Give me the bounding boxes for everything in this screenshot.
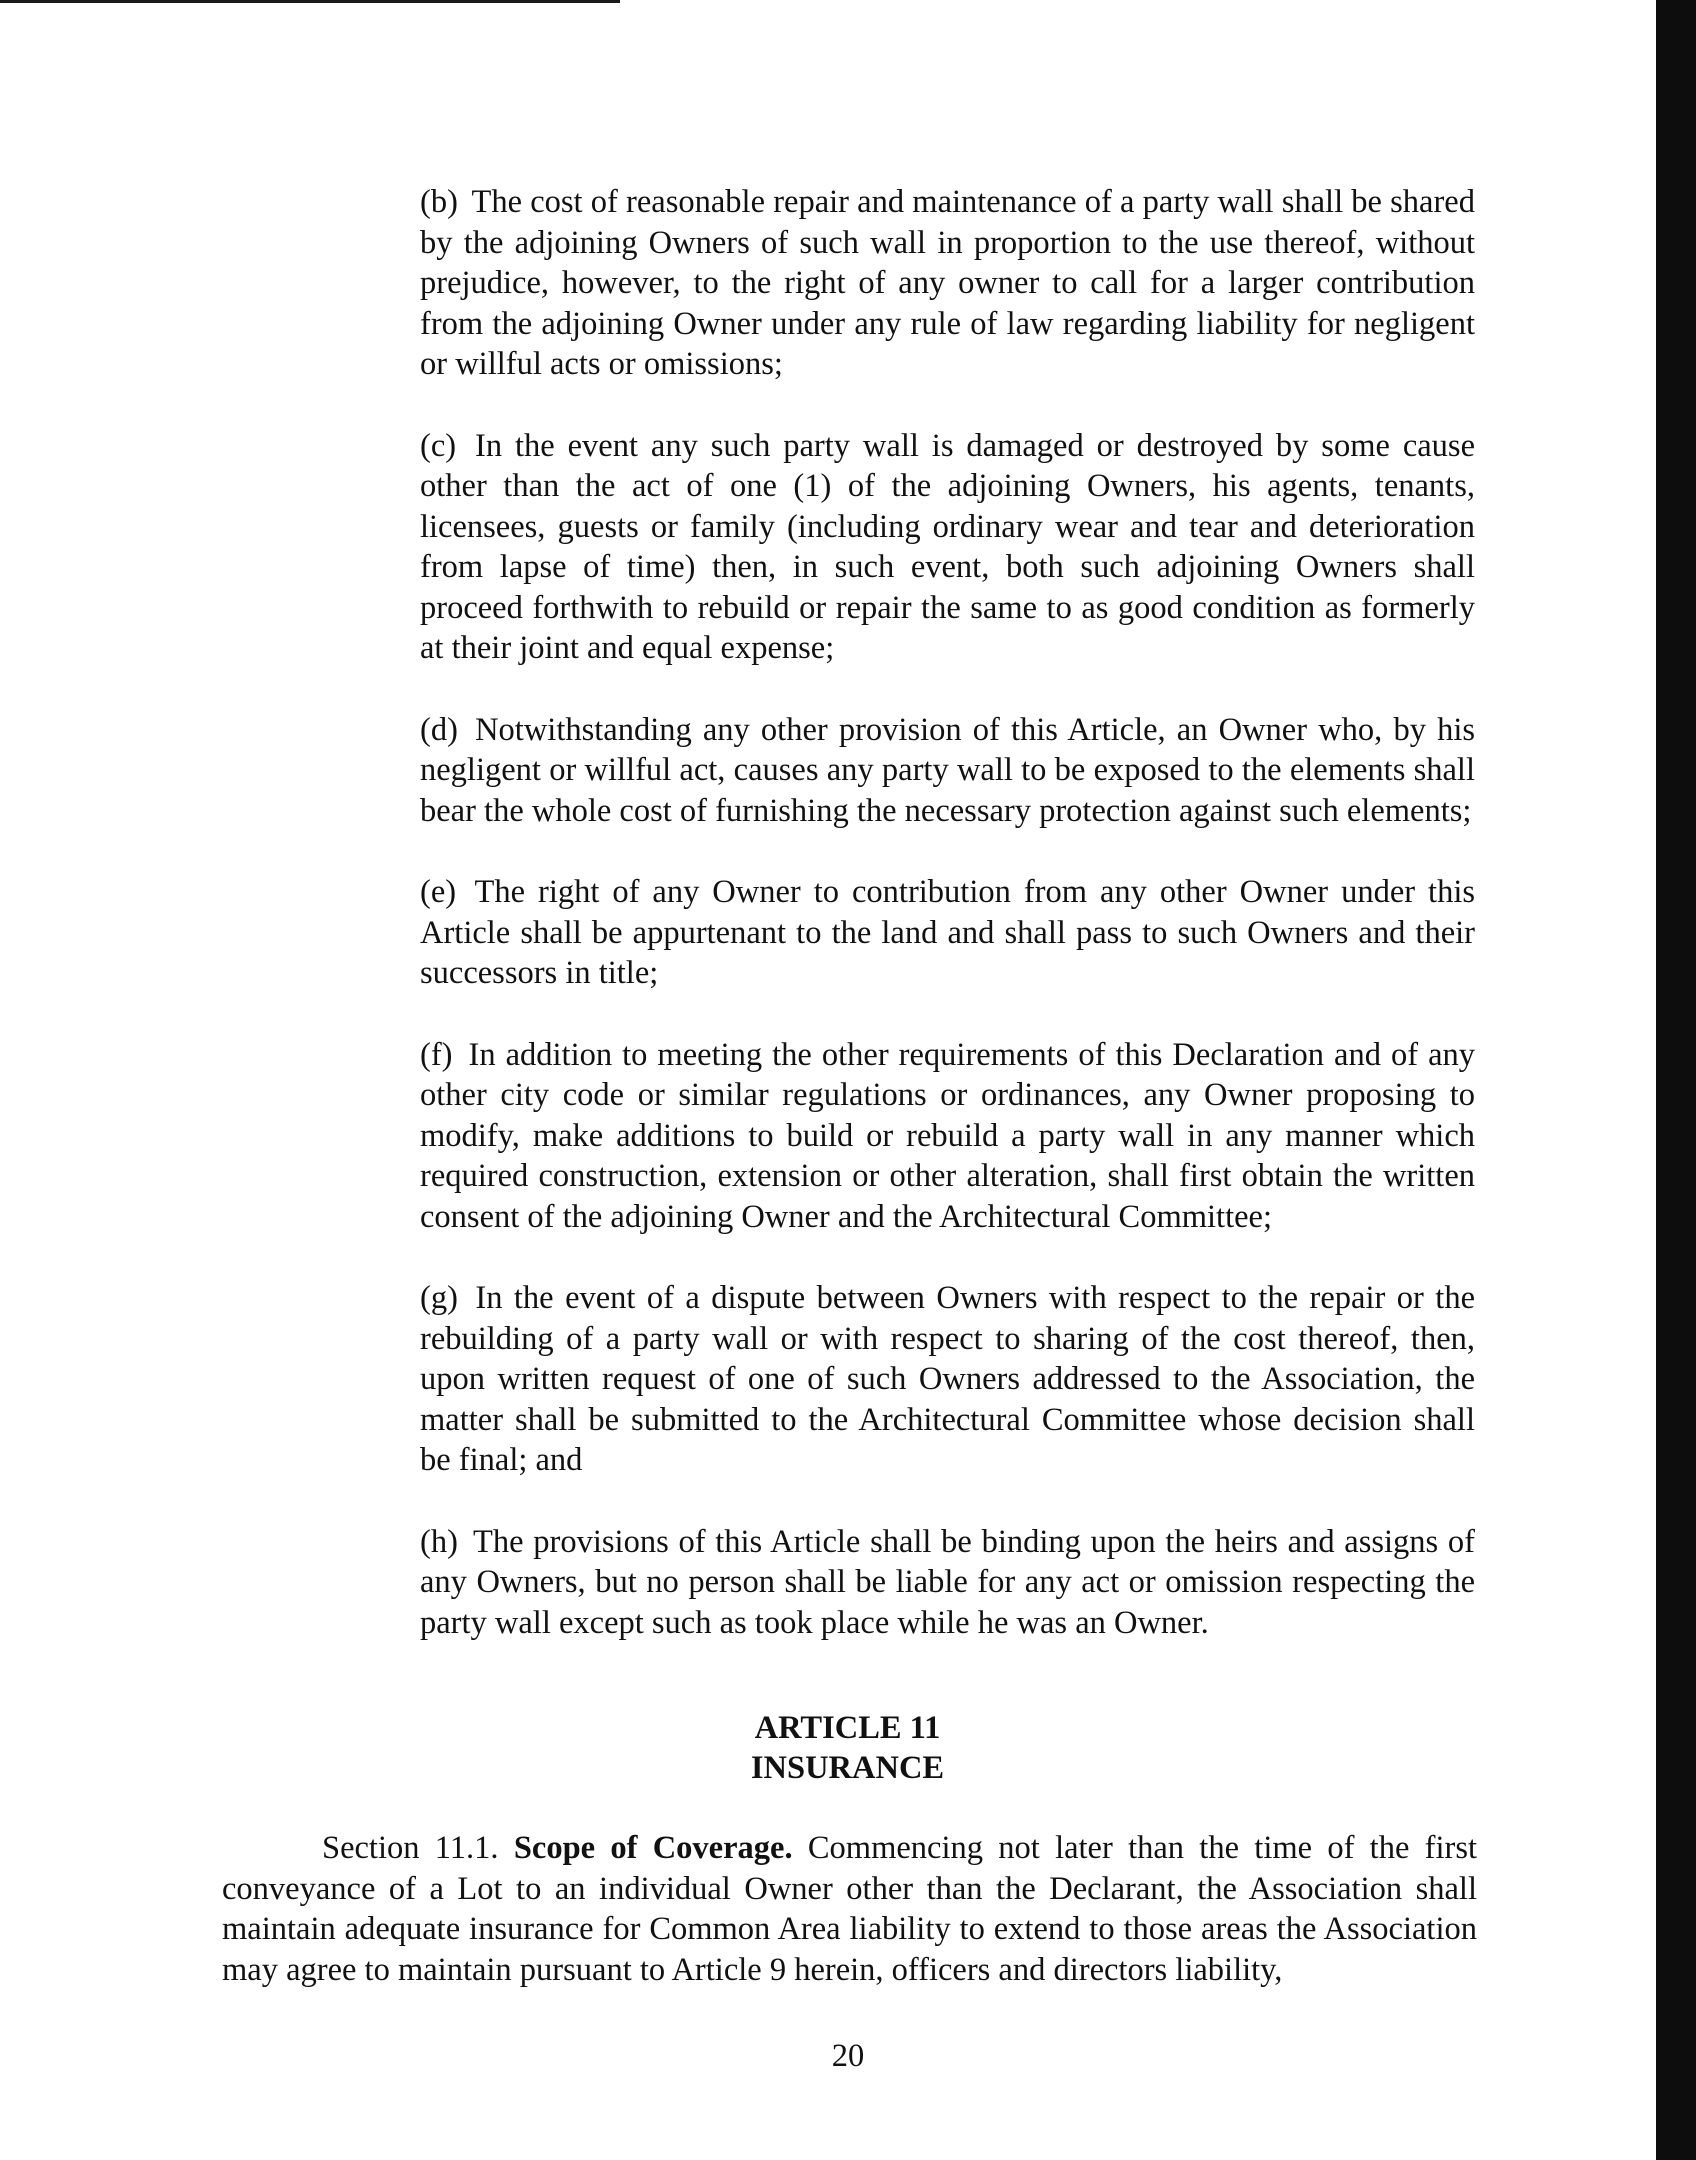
scan-right-edge-shadow [1656,0,1696,2160]
subsection-marker: (d) [420,711,458,748]
subsection-text: In the event of a dispute between Owners with respect to the repair or the rebuilding of a party wall or with respect to sharing of the cost thereof, then, upon written request of one of such Owners addressed to the Association, the matter shall be submitted to the Architectural Committee whose decision shall be final; and [420,1280,1476,1478]
subsection-c [420,426,1475,669]
subsection-marker: (c) [420,427,457,464]
subsection-marker: (f) [420,1036,453,1073]
subsection-text: In the event any such party wall is damaged or destroyed by some cause other than the act of one (1) of the adjoining Owners, his agents, tenants, licensees, guests or family (including ordinary wear and tear and deterioration from lapse of time) then, in such event, both such adjoining Owners shall proceed forthwith to rebuild or repair the same to as good condition as formerly at their joint and equal expense; [420,427,1475,666]
subsection-list [420,182,1475,1684]
section-text: Commencing not later than the time of the first conveyance of a Lot to an individual Owner other than the Declarant, the Association shall maintain adequate insurance for Common Area liability to extend to those areas the Association may agree to maintain pursuant to Article 9 herein, officers and directors liability, [222,1830,1478,1988]
subsection-f [420,1035,1475,1238]
article-number: ARTICLE 11 [754,1710,941,1746]
subsection-marker: (h) [420,1523,458,1560]
subsection-marker: (g) [420,1280,458,1316]
subsection-d [420,710,1475,832]
subsection-h [420,1522,1475,1644]
article-title: INSURANCE [750,1750,945,1786]
scan-top-edge-line [0,0,620,3]
subsection-text: The right of any Owner to contribution from any other Owner under this Article shall be appurtenant to the land and shall pass to such Owners and their successors in title; [420,874,1476,991]
page-number-value: 20 [831,2038,865,2074]
subsection-marker: (e) [420,874,457,910]
subsection-g [420,1278,1475,1481]
section-title: Scope of Coverage. [513,1830,793,1866]
subsection-e [420,872,1475,994]
section-11-1 [222,1828,1477,1990]
subsection-b [420,182,1475,385]
article-heading [420,1708,1275,1788]
subsection-marker: (b) [420,184,458,220]
subsection-text: The cost of reasonable repair and maintenance of a party wall shall be shared by the adjoining Owners of such wall in proportion to the use thereof, without prejudice, however, to the right of any owner to call for a larger contribution from the adjoining Owner under any rule of law regarding liability for negligent or willful acts or omissions; [420,184,1475,382]
subsection-text: The provisions of this Article shall be binding upon the heirs and assigns of any Owners, but no person shall be liable for any act or omission respecting the party wall except such as took place while he was an Owner. [420,1523,1475,1641]
page-number [0,2036,1696,2076]
subsection-text: Notwithstanding any other provision of this Article, an Owner who, by his negligent or willful act, causes any party wall to be exposed to the elements shall bear the whole cost of furnishing the necessary protection against such elements; [420,711,1476,829]
section-label: Section 11.1. [322,1830,499,1866]
subsection-text: In addition to meeting the other requirements of this Declaration and of any other city code or similar regulations or ordinances, any Owner proposing to modify, make additions to build or rebuild a party wall in any manner which required construction, extension or other alteration, shall first obtain the written consent of the adjoining Owner and the Architectural Committee; [420,1036,1476,1235]
